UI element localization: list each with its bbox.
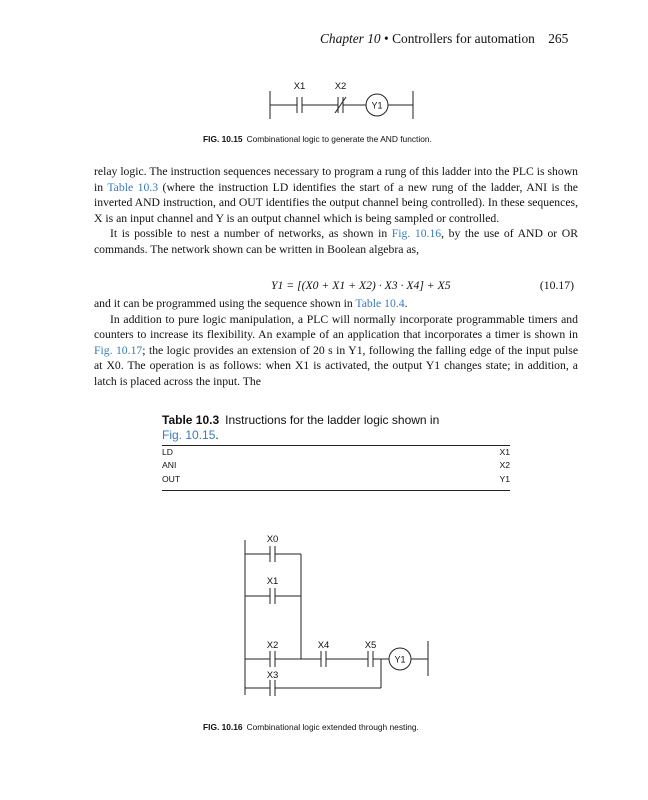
paragraph-3: and it can be programmed using the sequence shown in Table 10.4. [94,297,408,310]
table-bottom-rule [162,490,510,491]
figure-10-15-caption [203,134,432,144]
instruction-cell: ANI [162,460,177,471]
table-row [162,473,510,486]
table-title-text: Instructions for the ladder logic shown in [225,413,440,427]
label-y1: Y1 [371,100,383,111]
caption-label: FIG. 10.15 [203,134,243,144]
caption-text: Combinational logic extended through nesting. [246,722,419,732]
link-fig-10-15[interactable]: Fig. 10.15 [162,428,216,442]
chapter-title: Controllers for automation [392,31,535,46]
caption-label: FIG. 10.16 [203,722,243,732]
instruction-cell: LD [162,447,173,457]
label-x4: X4 [317,640,330,651]
label-x1: X1 [266,576,279,587]
equation-number: (10.17) [539,279,574,292]
table-row [162,459,510,472]
label-x5: X5 [364,640,377,651]
paragraph-4: In addition to pure logic manipulation, a PLC will normally incorporate programmable timers and counters to increase its flexibility. An example of an application that incorporates a timer is shown in Fig. 10.17; the logic provides an extension of 20 s in Y1, following the falling edge of the input pulse at X0. The operation is as follows: when X1 is activated, the output Y1 changes state; in addition, a latch is placed across the input. The [94,312,579,388]
paragraph-2: It is possible to nest a number of networks, as shown in Fig. 10.16, by the use of AND or OR commands. The network shown can be written in Boolean algebra as, [94,227,579,256]
label-x2: X2 [266,640,279,651]
label-x3: X3 [266,670,279,681]
operand-cell: X2 [499,460,510,471]
body-text-upper [94,164,578,257]
equation-10-17 [94,279,578,295]
instruction-cell: OUT [162,473,181,484]
figure-10-16-caption [203,722,419,732]
label-x2: X2 [334,81,347,92]
caption-text: Combinational logic to generate the AND function. [246,134,432,144]
body-text-lower [94,296,578,389]
equation-expression: Y1 = [(X0 + X1 + X2) · X3 · X4] + X5 [271,279,451,292]
label-y1: Y1 [394,654,406,665]
link-fig-10-17[interactable]: Fig. 10.17 [94,343,143,357]
operand-cell: Y1 [499,473,510,484]
label-x0: X0 [266,534,279,545]
operand-cell: X1 [499,447,510,457]
page-number: 265 [548,31,569,46]
link-table-10-4[interactable]: Table 10.4 [355,297,405,310]
table-label: Table 10.3 [162,413,220,427]
figure-10-16-ladder [0,520,648,720]
paragraph-1: relay logic. The instruction sequences necessary to program a rung of this ladder into the PLC is shown in Table 10.3 (where the instruction LD identifies the start of a new rung of the ladder, ANI is the inverted AND instruction, and OUT identifies the output channel being controlled). In these sequences, X is an input channel and Y is an output channel which is being sampled or controlled. [94,165,578,225]
label-x1: X1 [293,81,306,92]
link-table-10-3[interactable]: Table 10.3 [107,180,159,194]
table-row [162,446,510,459]
chapter-label: Chapter 10 [320,31,381,46]
table-10-3-title: Table 10.3 Instructions for the ladder logic shown in Fig. 10.15. [162,413,440,442]
header-bullet: • [384,31,389,46]
table-10-3 [162,445,510,491]
link-fig-10-16[interactable]: Fig. 10.16 [391,227,442,240]
